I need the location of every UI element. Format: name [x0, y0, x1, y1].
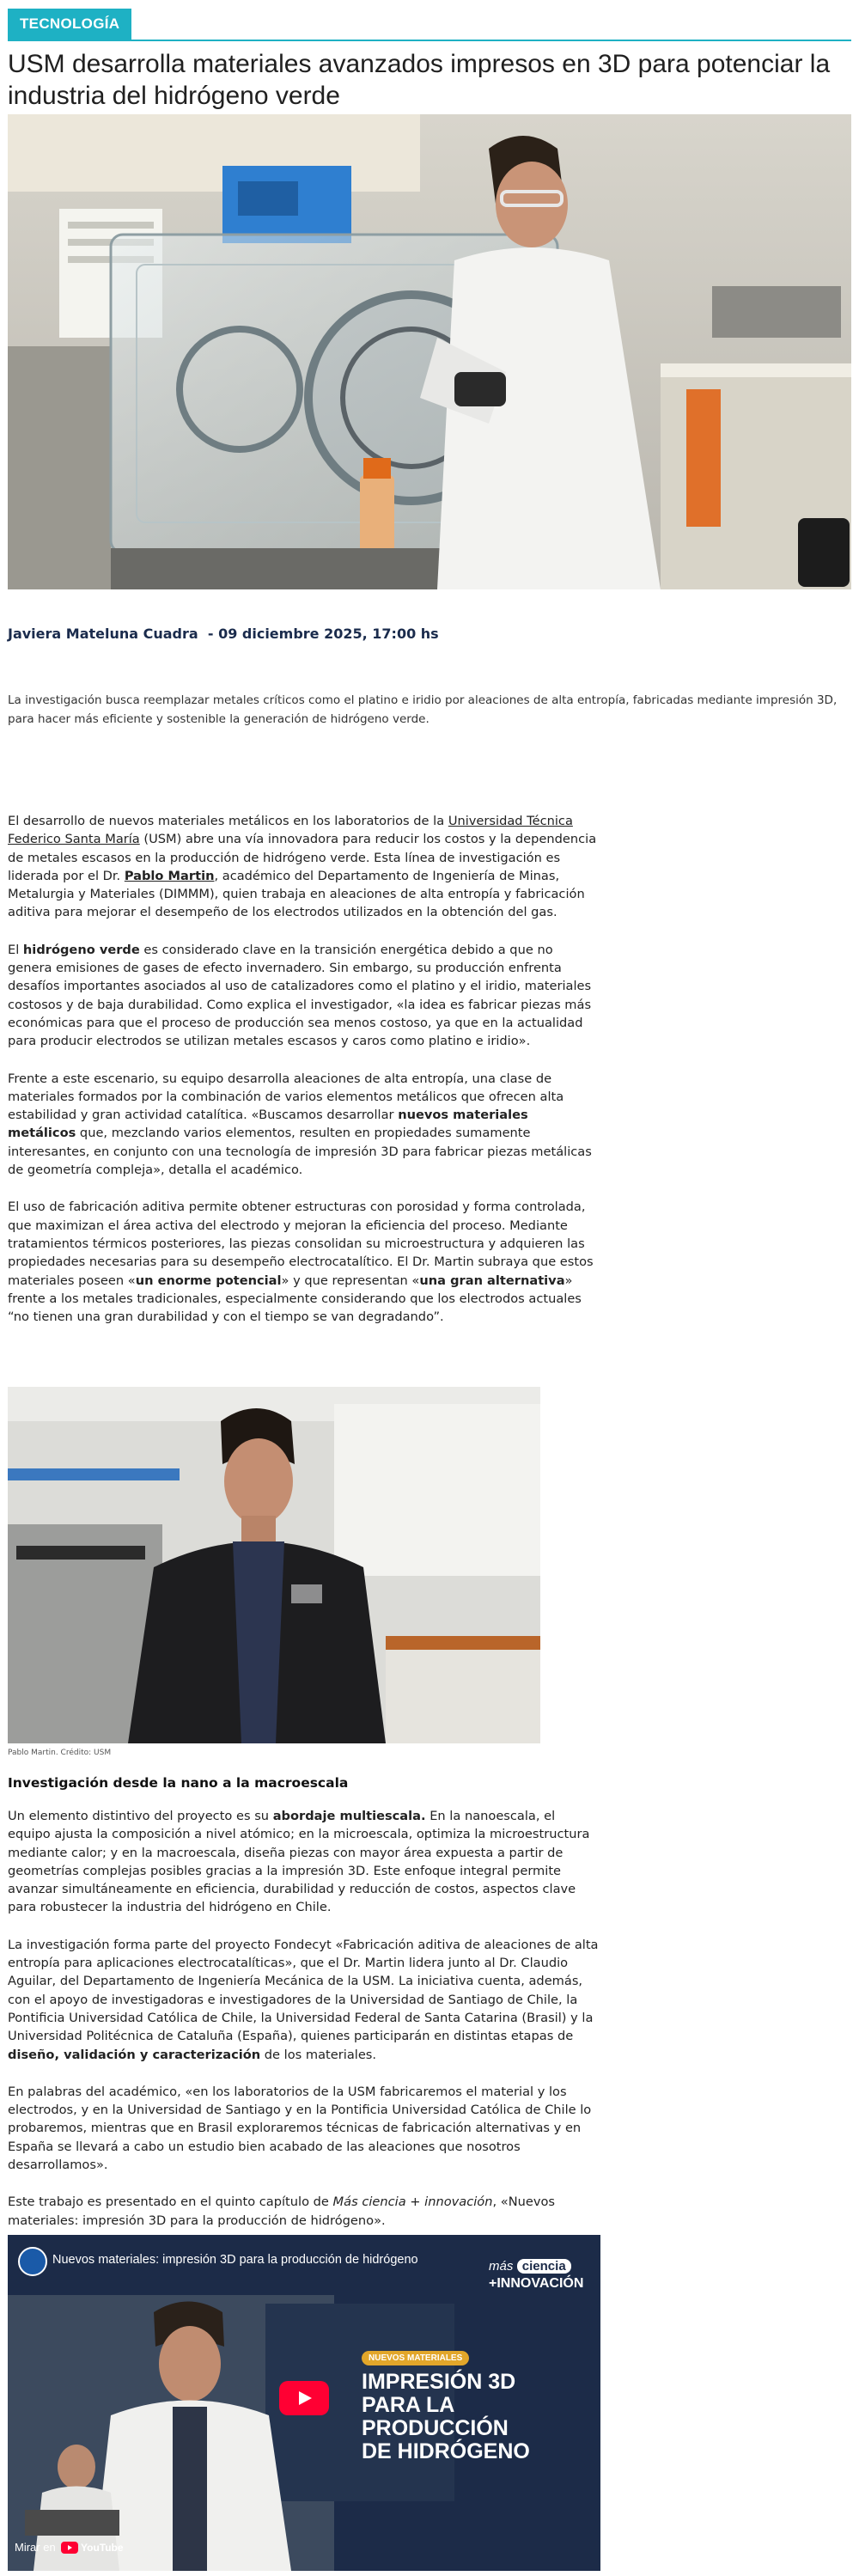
youtube-logo[interactable]: YouTube	[61, 2541, 124, 2555]
portrait-illustration	[8, 1387, 540, 1743]
researcher-photo	[8, 1387, 540, 1743]
publish-date: 09 diciembre 2025, 17:00 hs	[218, 626, 439, 642]
paragraph-7: En palabras del académico, «en los laboratorios de la USM fabricaremos el material y los electrodos, y en la Universidad de Santiago y en la Pontificia Universidad Católica de Chile lo probaremos, mientras que en Brasil exploraremos técnicas de fabricación alternativas y en España se llevará a cabo un estudio bien acabado de las aleaciones que nosotros desarrollamos».	[8, 2084, 592, 2173]
program-brand: más ciencia +INNOVACIÓN	[489, 2259, 584, 2291]
photo-caption: Pablo Martin. Crédito: USM	[8, 1749, 112, 1757]
paragraph-6: La investigación forma parte del proyecto Fondecyt «Fabricación aditiva de aleaciones de alta entropía para aplicaciones electrocatalíticas», que el Dr. Martin lidera junto al Dr. Claudio Aguilar, del Departamento de Ingeniería Mecánica de la USM. La iniciativa cuenta, además, con el apoyo de investigadoras e investigadores de la Universidad de Santiago de Chile, la Pontificia Universidad Católica de Chile, la Universidad Federal de Santa Catarina (Brasil) y la Universidad Politécnica de Cataluña (España), quienes participarán en distintas etapas de diseño, validación y caracterización de los materiales.	[8, 1937, 599, 2062]
byline: Javiera Mateluna Cuadra - 09 diciembre 2025, 17:00 hs	[8, 626, 439, 642]
category-bar	[8, 9, 851, 41]
paragraph-4: El uso de fabricación aditiva permite obtener estructuras con porosidad y forma controlada, que maximizan el área activa del electrodo y mejoran la eficiencia del proceso. Mediante tratamientos térmicos posteriores, las piezas consolidan su microestructura y adquieren las propiedades necesarias para su desempeño electrocatalítico. El Dr. Martin subraya que estos materiales poseen «un enorme potencial» y que representan «una gran alternativa» frente a los metales tradicionales, especialmente considerando que los electrodos actuales “no tienen una gran durabilidad y con el tiempo se van degradando”.	[8, 1199, 594, 1325]
video-badge: NUEVOS MATERIALES	[362, 2351, 469, 2365]
channel-logo[interactable]	[18, 2247, 47, 2276]
youtube-icon	[61, 2542, 78, 2554]
youtube-embed[interactable]	[8, 2235, 600, 2571]
paragraph-2: El hidrógeno verde es considerado clave en la transición energética debido a que no genera emisiones de gases de efecto invernadero. Sin embargo, su producción enfrenta desafíos importantes asociados al uso de catalizadores como el platino y el iridio, materiales costosos y de baja durabilidad. Como explica el investigador, «la idea es fabricar piezas más económicas para que el proceso de producción sea menos costoso, ya que en la actualidad para producir electrodos se utilizan metales escasos y caros como platino e iridio».	[8, 942, 592, 1049]
author-name[interactable]: Javiera Mateluna Cuadra	[8, 626, 198, 642]
paragraph-8: Este trabajo es presentado en el quinto capítulo de Más ciencia + innovación, «Nuevos materiales: impresión 3D para la producción de hidrógeno».	[8, 2194, 556, 2228]
play-icon	[279, 2381, 329, 2415]
hero-illustration	[8, 114, 851, 589]
play-button[interactable]	[279, 2381, 329, 2415]
paragraph-1: El desarrollo de nuevos materiales metálicos en los laboratorios de la Universidad Técnica Federico Santa María (USM) abre una vía innovadora para reducir los costos y la dependencia de metales escasos en la producción de hidrógeno verde. Esta línea de investigación es liderada por el Dr. Pablo Martin, académico del Departamento de Ingeniería de Minas, Metalurgia y Materiales (DIMMM), quien trabaja en aleaciones de alta entropía y fabricación aditiva para mejorar el desempeño de los electrodos utilizados en la obtención del gas.	[8, 814, 597, 920]
researcher-link[interactable]: Pablo Martin	[124, 868, 215, 883]
video-headline: IMPRESIÓN 3D PARA LA PRODUCCIÓN DE HIDRÓGENO	[362, 2370, 530, 2463]
hero-image	[8, 114, 851, 589]
usm-link[interactable]: Universidad Técnica Federico Santa María	[8, 814, 573, 847]
section-heading: Investigación desde la nano a la macroescala	[8, 1775, 349, 1791]
article-summary: La investigación busca reemplazar metales críticos como el platino e iridio por aleaciones de alta entropía, fabricadas mediante impresión 3D, para hacer más eficiente y sostenible la generación de hidrógeno verde.	[8, 693, 838, 726]
paragraph-5: Un elemento distintivo del proyecto es su abordaje multiescala. En la nanoescala, el equipo ajusta la composición a nivel atómico; en la microescala, optimiza la microestructura mediante calor; y en la macroescala, diseña piezas con mayor área expuesta a partir de geometrías complejas posibles gracias a la impresión 3D. Este enfoque integral permite avanzar simultáneamente en eficiencia, durabilidad y reducción de costos, aspectos clave para robustecer la industria del hidrógeno en Chile.	[8, 1809, 590, 1915]
category-tag[interactable]: TECNOLOGÍA	[8, 9, 131, 40]
article-title: USM desarrolla materiales avanzados impresos en 3D para potenciar la industria del hidrógeno verde	[8, 50, 831, 110]
article-body	[8, 812, 600, 1345]
paragraph-3: Frente a este escenario, su equipo desarrolla aleaciones de alta entropía, una clase de materiales formados por la combinación de varios elementos metálicos que ofrecen alta estabilidad y gran actividad catalítica. «Buscamos desarrollar nuevos materiales metálicos que, mezclando varios elementos, resulten en propiedades sumamente interesantes, en conjunto con una tecnología de impresión 3D para fabricar piezas metálicas de geometría compleja», detalla el académico.	[8, 1071, 592, 1178]
watch-on-label[interactable]: Mirar en	[15, 2541, 56, 2554]
article-body-2	[8, 1807, 600, 2249]
video-title[interactable]: Nuevos materiales: impresión 3D para la producción de hidrógeno	[52, 2253, 418, 2267]
